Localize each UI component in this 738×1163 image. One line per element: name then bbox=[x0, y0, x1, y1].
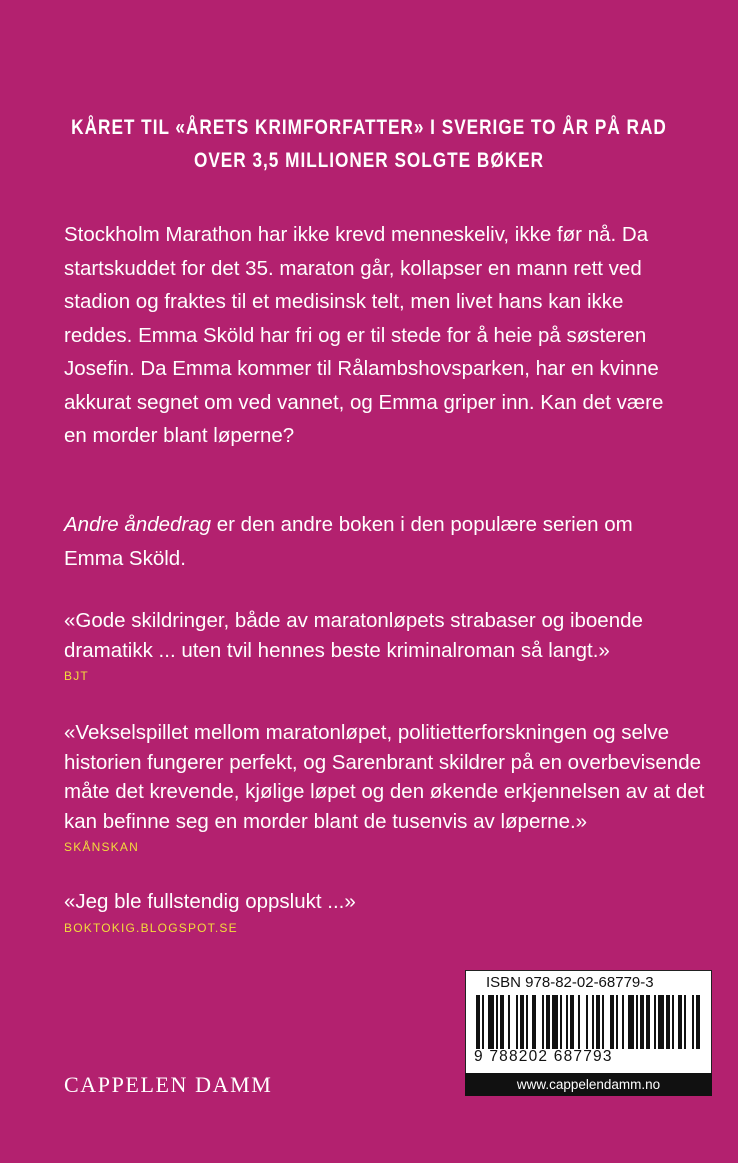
barcode-bar bbox=[636, 995, 638, 1049]
barcode-bar bbox=[646, 995, 650, 1049]
quote-line: historien fungerer perfekt, og Sarenbrant skildrer på en overbevisende bbox=[64, 750, 702, 774]
quote-line: «Vekselspillet mellom maratonløpet, politietterforskningen og selve bbox=[64, 721, 670, 744]
barcode-bar bbox=[610, 995, 614, 1049]
publisher-logo: CAPPELEN DAMM bbox=[64, 1072, 273, 1097]
barcode-bar bbox=[592, 995, 594, 1049]
barcode-bar bbox=[570, 995, 574, 1049]
blurb-line: reddes. Emma Sköld har fri og er til stede for å heie på søsteren bbox=[64, 323, 647, 347]
barcode-bar bbox=[566, 995, 568, 1049]
review-quote bbox=[64, 718, 724, 856]
barcode-bar bbox=[692, 995, 694, 1049]
blurb-line: stadion og fraktes til et medisinsk telt, men livet hans kan ikke bbox=[64, 290, 624, 313]
series-line bbox=[64, 508, 704, 542]
series-line: Emma Sköld. bbox=[64, 546, 186, 570]
barcode-bar bbox=[672, 995, 674, 1049]
barcode-bar bbox=[578, 995, 580, 1049]
barcode-bar bbox=[496, 995, 498, 1049]
barcode-bar bbox=[532, 995, 536, 1049]
barcode-bar bbox=[488, 995, 494, 1049]
barcode-bar bbox=[622, 995, 624, 1049]
blurb-line: Stockholm Marathon har ikke krevd menneskeliv, ikke før nå. Da bbox=[64, 223, 649, 246]
headline-sales: OVER 3,5 MILLIONER SOLGTE BØKER bbox=[193, 149, 545, 172]
barcode-bar bbox=[658, 995, 664, 1049]
series-paragraph bbox=[64, 508, 704, 575]
barcode-bar bbox=[542, 995, 544, 1049]
barcode-bar bbox=[678, 995, 682, 1049]
review-quote bbox=[64, 606, 724, 685]
ean-number: 9 788202 687793 bbox=[474, 1048, 613, 1065]
barcode-bar bbox=[586, 995, 588, 1049]
barcode-bar bbox=[500, 995, 504, 1049]
barcode-bar bbox=[628, 995, 634, 1049]
blurb-line: Josefin. Da Emma kommer til Rålambshovsparken, har en kvinne bbox=[64, 357, 659, 380]
blurb-paragraph bbox=[64, 218, 704, 453]
quote-line: dramatikk ... uten tvil hennes beste kriminalroman så langt.» bbox=[64, 638, 610, 662]
barcode-bar bbox=[552, 995, 558, 1049]
barcode-bar bbox=[482, 995, 484, 1049]
barcode-bar bbox=[654, 995, 656, 1049]
barcode-bar bbox=[546, 995, 550, 1049]
barcode-bar bbox=[596, 995, 600, 1049]
barcode-bar bbox=[508, 995, 510, 1049]
isbn-text: ISBN 978-82-02-68779-3 bbox=[486, 974, 654, 991]
barcode-bar bbox=[516, 995, 518, 1049]
headline-award: KÅRET TIL «ÅRETS KRIMFORFATTER» I SVERIGE TO ÅR PÅ RAD bbox=[71, 116, 667, 139]
quote-source: SKÅNSKAN bbox=[64, 840, 139, 854]
quote-source: BJT bbox=[64, 669, 89, 683]
barcode-bar bbox=[696, 995, 700, 1049]
blurb-line: en morder blant løperne? bbox=[64, 424, 295, 447]
barcode-bar bbox=[684, 995, 686, 1049]
publisher-url: www.cappelendamm.no bbox=[465, 1073, 712, 1096]
quote-line: «Jeg ble fullstendig oppslukt ...» bbox=[64, 890, 356, 913]
barcode-bar bbox=[602, 995, 604, 1049]
barcode-icon bbox=[476, 995, 702, 1049]
series-text: er den andre boken i den populære serien om bbox=[211, 513, 633, 536]
blurb-line: akkurat segnet om ved vannet, og Emma griper inn. Kan det være bbox=[64, 390, 664, 414]
barcode-bar bbox=[560, 995, 562, 1049]
barcode-bar bbox=[520, 995, 524, 1049]
quote-line: kan befinne seg en morder blant de tusenvis av løperne.» bbox=[64, 809, 588, 833]
book-title: Andre åndedrag bbox=[64, 513, 212, 536]
barcode-bar bbox=[476, 995, 480, 1049]
barcode-bar bbox=[666, 995, 670, 1049]
quote-line: måte det krevende, kjølige løpet og den økende erkjennelsen av at det bbox=[64, 780, 705, 803]
quote-source: BOKTOKIG.BLOGSPOT.SE bbox=[64, 920, 238, 935]
barcode-bar bbox=[616, 995, 618, 1049]
quote-line: «Gode skildringer, både av maratonløpets strabaser og iboende bbox=[64, 609, 643, 632]
barcode-bar bbox=[640, 995, 644, 1049]
barcode-bar bbox=[526, 995, 528, 1049]
blurb-line: startskuddet for det 35. maraton går, kollapser en mann rett ved bbox=[64, 256, 642, 280]
review-quote bbox=[64, 887, 724, 937]
